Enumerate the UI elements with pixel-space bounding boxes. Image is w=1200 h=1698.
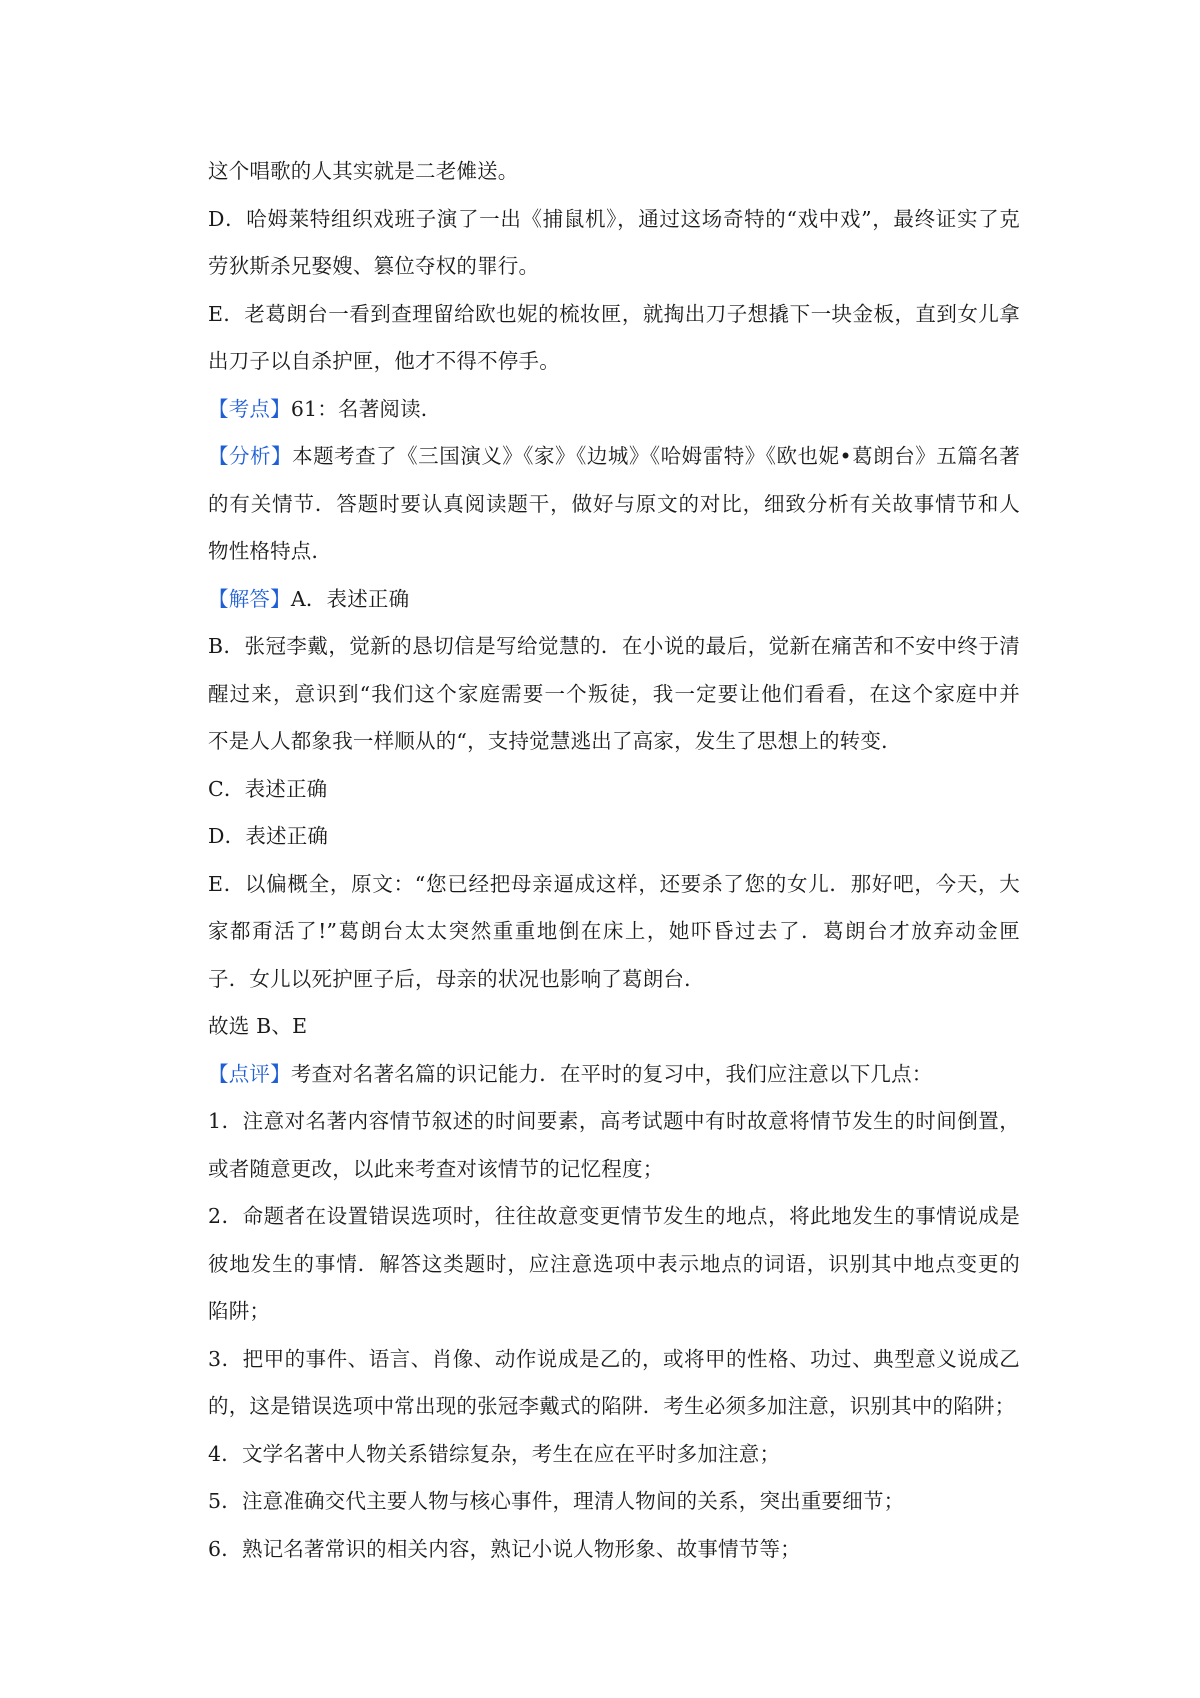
line-text: 不是人人都象我一样顺从的“，支持觉慧逃出了高家，发生了思想上的转变． <box>208 729 902 753</box>
line-text: A．表述正确 <box>290 586 410 611</box>
line-text: E．老葛朗台一看到查理留给欧也妮的梳妆匣，就掏出刀子想撬下一块金板，直到女儿拿 <box>208 301 1020 326</box>
text-line <box>208 1098 1020 1146</box>
text-line <box>208 1383 1020 1431</box>
point-2-paragraph <box>208 1193 1020 1336</box>
line-text: 这个唱歌的人其实就是二老傩送。 <box>208 159 519 183</box>
line-text: 醒过来，意识到“我们这个家庭需要一个叛徒，我一定要让他们看看，在这个家庭中并 <box>208 681 1020 706</box>
text-line <box>208 813 1020 861</box>
line-text: B．张冠李戴，觉新的恳切信是写给觉慧的．在小说的最后，觉新在痛苦和不安中终于清 <box>208 634 1020 658</box>
option-d-paragraph <box>208 196 1020 291</box>
text-line <box>208 386 1020 434</box>
line-text: 彼地发生的事情．解答这类题时，应注意选项中表示地点的词语，识别其中地点变更的 <box>208 1251 1020 1276</box>
section-tag: 【考点】 <box>208 396 291 421</box>
line-text: 3．把甲的事件、语言、肖像、动作说成是乙的，或将甲的性格、功过、典型意义说成乙 <box>208 1346 1020 1371</box>
text-line <box>208 1193 1020 1241</box>
line-text: 子．女儿以死护匣子后，母亲的状况也影响了葛朗台． <box>208 966 705 991</box>
text-line <box>208 1146 1020 1194</box>
line-text: 本题考查了《三国演义》《家》《边城》《哈姆雷特》《欧也妮•葛朗台》五篇名著 <box>292 444 1020 468</box>
line-text: 陷阱； <box>208 1299 271 1323</box>
text-line <box>208 1478 1020 1526</box>
fenxi-paragraph <box>208 433 1020 576</box>
line-text: 考查对名著名篇的识记能力．在平时的复习中，我们应注意以下几点： <box>290 1061 933 1086</box>
line-text: D．表述正确 <box>208 824 329 848</box>
text-line <box>208 956 1020 1004</box>
line-text: 出刀子以自杀护匣，他才不得不停手。 <box>208 349 560 373</box>
line-text: 劳狄斯杀兄娶嫂、篡位夺权的罪行。 <box>208 254 540 278</box>
text-line <box>208 1241 1020 1289</box>
text-line <box>208 908 1020 956</box>
jieda-paragraph <box>208 576 1020 624</box>
line-text: E．以偏概全，原文：“您已经把母亲逼成这样，还要杀了您的女儿．那好吧，今天，大 <box>208 871 1020 896</box>
text-line <box>208 1431 1020 1479</box>
point-1-paragraph <box>208 1098 1020 1193</box>
text-line <box>208 1336 1020 1384</box>
answer-c-paragraph <box>208 766 1020 814</box>
point-3-paragraph <box>208 1336 1020 1431</box>
text-line <box>208 1526 1020 1574</box>
c-cont-paragraph <box>208 148 1020 196</box>
text-line <box>208 1288 1020 1336</box>
line-text: 故选 B、E <box>208 1014 308 1038</box>
text-line <box>208 576 1020 624</box>
line-text: 物性格特点． <box>208 539 333 563</box>
text-line <box>208 718 1020 766</box>
text-line <box>208 528 1020 576</box>
text-line <box>208 481 1020 529</box>
final-paragraph <box>208 1003 1020 1051</box>
section-tag: 【分析】 <box>208 444 293 468</box>
section-tag: 【解答】 <box>208 586 291 611</box>
line-text: 的，这是错误选项中常出现的张冠李戴式的陷阱．考生必须多加注意，识别其中的陷阱； <box>208 1394 1016 1418</box>
line-text: 4．文学名著中人物关系错综复杂，考生在应在平时多加注意； <box>208 1441 781 1466</box>
line-text: 5．注意准确交代主要人物与核心事件，理清人物间的关系，突出重要细节； <box>208 1489 905 1513</box>
answer-b-paragraph <box>208 623 1020 766</box>
option-e-paragraph <box>208 291 1020 386</box>
line-text: C．表述正确 <box>208 776 328 801</box>
answer-e-paragraph <box>208 861 1020 1004</box>
line-text: 2．命题者在设置错误选项时，往往故意变更情节发生的地点，将此地发生的事情说成是 <box>208 1204 1020 1228</box>
text-line <box>208 291 1020 339</box>
text-line <box>208 623 1020 671</box>
line-text: 6．熟记名著常识的相关内容，熟记小说人物形象、故事情节等； <box>208 1536 801 1561</box>
line-text: 家都甭活了!”葛朗台太太突然重重地倒在床上，她吓昏过去了．葛朗台才放弃动金匣 <box>208 919 1020 943</box>
line-text: D．哈姆莱特组织戏班子演了一出《捕鼠机》，通过这场奇特的“戏中戏”，最终证实了克 <box>208 206 1020 231</box>
line-text: 的有关情节．答题时要认真阅读题干，做好与原文的对比，细致分析有关故事情节和人 <box>208 491 1020 516</box>
document-body <box>208 148 1020 1573</box>
text-line <box>208 671 1020 719</box>
line-text: 1．注意对名著内容情节叙述的时间要素，高考试题中有时故意将情节发生的时间倒置， <box>208 1109 1020 1133</box>
text-line <box>208 861 1020 909</box>
section-tag: 【点评】 <box>208 1061 291 1086</box>
text-line <box>208 243 1020 291</box>
text-line <box>208 766 1020 814</box>
text-line <box>208 433 1020 481</box>
point-6-paragraph <box>208 1526 1020 1574</box>
answer-d-paragraph <box>208 813 1020 861</box>
text-line <box>208 148 1020 196</box>
text-line <box>208 196 1020 244</box>
dianping-paragraph <box>208 1051 1020 1099</box>
text-line <box>208 1003 1020 1051</box>
text-line <box>208 1051 1020 1099</box>
point-5-paragraph <box>208 1478 1020 1526</box>
line-text: 或者随意更改，以此来考查对该情节的记忆程度； <box>208 1156 664 1181</box>
point-4-paragraph <box>208 1431 1020 1479</box>
line-text: 61：名著阅读． <box>290 396 442 421</box>
kaodian-paragraph <box>208 386 1020 434</box>
text-line <box>208 338 1020 386</box>
